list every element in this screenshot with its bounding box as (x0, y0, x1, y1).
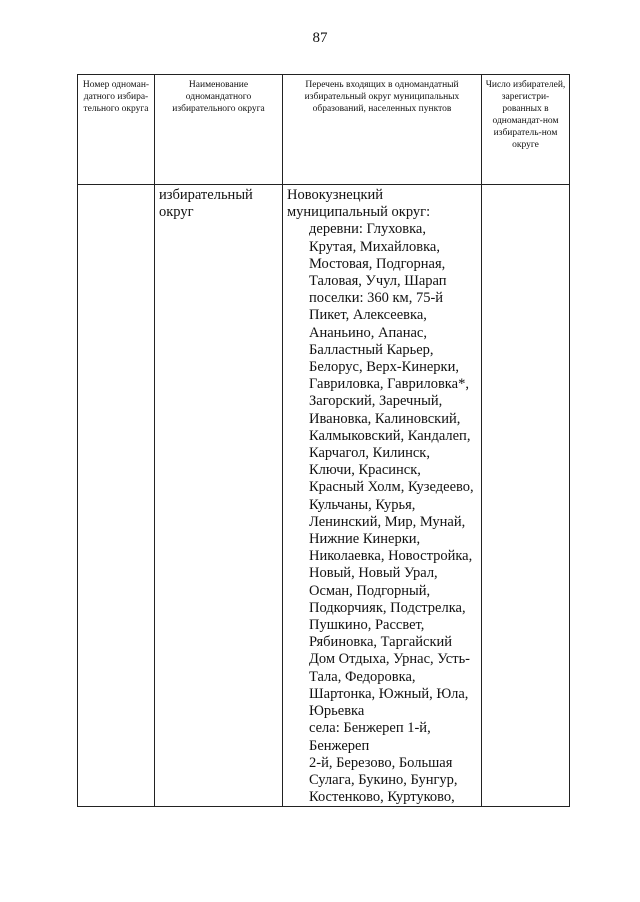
settlement-line: Ананьино, Апанас, (309, 324, 427, 341)
settlement-line: Карчагол, Килинск, (309, 445, 430, 462)
settlement-line: Сулага, Букино, Бунгур, (309, 771, 458, 788)
settlement-line: Пикет, Алексеевка, (309, 307, 427, 324)
settlement-line: Николаевка, Новостройка, (309, 548, 473, 565)
settlement-line: Крутая, Михайловка, (309, 238, 440, 255)
settlement-line: Дом Отдыха, Урнас, Усть- (309, 651, 471, 668)
header-settlements-list: Перечень входящих в одномандатный избирательный округ муниципальных образований, населенных пунктов (283, 75, 482, 185)
page-number: 87 (312, 30, 328, 46)
settlement-line: Осман, Подгорный, (309, 582, 431, 599)
table-header-row (78, 75, 570, 185)
district-name-cell (155, 185, 283, 807)
district-name-line: избирательный (159, 187, 253, 203)
settlement-line: села: Бенжереп 1-й, (309, 720, 431, 737)
header-voter-count: Число избирателей, зарегистри-рованных в одномандат-ном избиратель-ном округе (482, 75, 570, 185)
settlement-line: Тала, Федоровка, (309, 668, 416, 685)
header-district-name: Наименование одномандатного избирательного округа (155, 75, 283, 185)
district-number-cell (78, 185, 155, 807)
settlement-line: Красный Холм, Кузедеево, (309, 479, 474, 496)
settlement-line: Ключи, Красинск, (309, 462, 421, 479)
settlement-line: 2-й, Березово, Большая (309, 754, 453, 771)
settlement-line: Пушкино, Рассвет, (309, 617, 425, 634)
settlement-line: деревни: Глуховка, (309, 221, 426, 238)
settlement-line: Ленинский, Мир, Мунай, (309, 513, 466, 530)
district-table (77, 74, 570, 807)
settlement-line: поселки: 360 км, 75-й (309, 290, 444, 307)
settlement-line: Шартонка, Южный, Юла, (309, 685, 469, 702)
settlement-line: Бенжереп (309, 737, 370, 754)
district-name-line: округ (159, 204, 194, 220)
settlement-line: Гавриловка, Гавриловка*, (309, 376, 469, 393)
settlement-line: Новый, Новый Урал, (309, 565, 438, 582)
settlement-line: Юрьевка (309, 703, 365, 720)
settlement-line: Таловая, Учул, Шарап (309, 273, 447, 290)
table-row (78, 185, 570, 807)
settlement-line: Мостовая, Подгорная, (309, 255, 446, 272)
settlement-line: Нижние Кинерки, (309, 531, 421, 548)
settlement-line: Кульчаны, Курья, (309, 496, 416, 513)
settlement-line: Подкорчияк, Подстрелка, (309, 599, 466, 616)
municipality-line: муниципальный округ: (287, 204, 431, 221)
settlement-line: Балластный Карьер, (309, 341, 434, 358)
header-district-number: Номер одноман-датного избира-тельного округа (78, 75, 155, 185)
settlement-line: Белорус, Верх-Кинерки, (309, 359, 459, 376)
settlement-line: Загорский, Заречный, (309, 393, 443, 410)
settlement-line: Ивановка, Калиновский, (309, 410, 461, 427)
settlement-line: Рябиновка, Таргайский (309, 634, 453, 651)
settlement-line: Костенково, Куртуково, (309, 789, 455, 806)
settlements-cell (283, 185, 482, 807)
municipality-line: Новокузнецкий (287, 187, 384, 203)
settlement-line: Калмыковский, Кандалеп, (309, 427, 471, 444)
voter-count-cell (482, 185, 570, 807)
